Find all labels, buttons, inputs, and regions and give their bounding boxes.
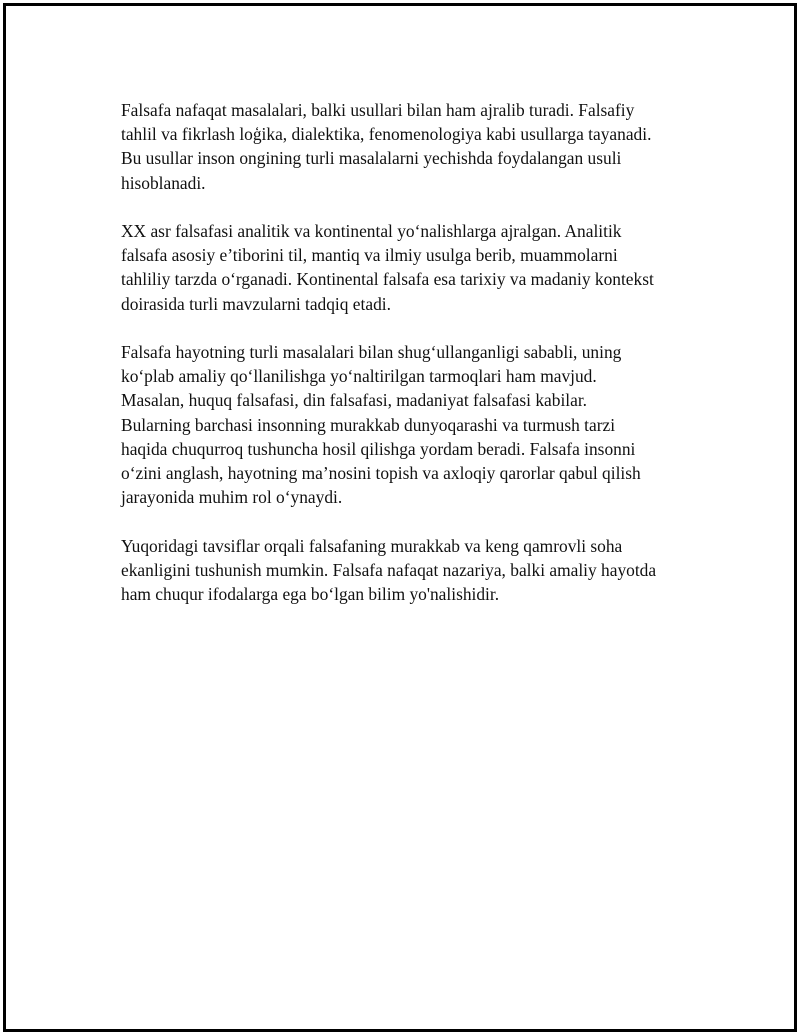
paragraph-methods: Falsafa nafaqat masalalari, balki usullari bilan ham ajralib turadi. Falsafiy tahlil va fikrlash loģika, dialektika, fenomenologiya kabi usullarga tayanadi. Bu usullar inson ongining turli masalalarni yechishda foydalangan usuli hisoblanadi. bbox=[121, 100, 652, 193]
paragraph-conclusion: Yuqoridagi tavsiflar orqali falsafaning murakkab va keng qamrovli soha ekanligini tushunish mumkin. Falsafa nafaqat nazariya, balki amaliy hayotda ham chuqur ifodalarga ega bo‘lgan bilim yo'nalishidir. bbox=[121, 535, 657, 605]
document-page bbox=[3, 3, 797, 1032]
document-body bbox=[121, 98, 701, 630]
paragraph-twentieth-century: XX asr falsafasi analitik va kontinental yo‘nalishlarga ajralgan. Analitik falsafa asosiy e’tiborini til, mantiq va ilmiy usulga berib, muammolarni tahliliy tarzda o‘rganadi. Kontinental falsafa esa tarixiy va madaniy kontekst doirasida turli mavzularni tadqiq etadi. bbox=[121, 221, 654, 314]
paragraph-applied-branches: Falsafa hayotning turli masalalari bilan shug‘ullanganligi sababli, uning ko‘plab amaliy qo‘llanilishga yo‘naltirilgan tarmoqlari ham mavjud. Masalan, huquq falsafasi, din falsafasi, madaniyat falsafasi kabilar. Bularning barchasi insonning murakkab dunyoqarashi va turmush tarzi haqida chuqurroq tushuncha hosil qilishga yordam beradi. Falsafa insonni o‘zini anglash, hayotning ma’nosini topish va axloqiy qarorlar qabul qilish jarayonida muhim rol o‘ynaydi. bbox=[121, 342, 641, 508]
